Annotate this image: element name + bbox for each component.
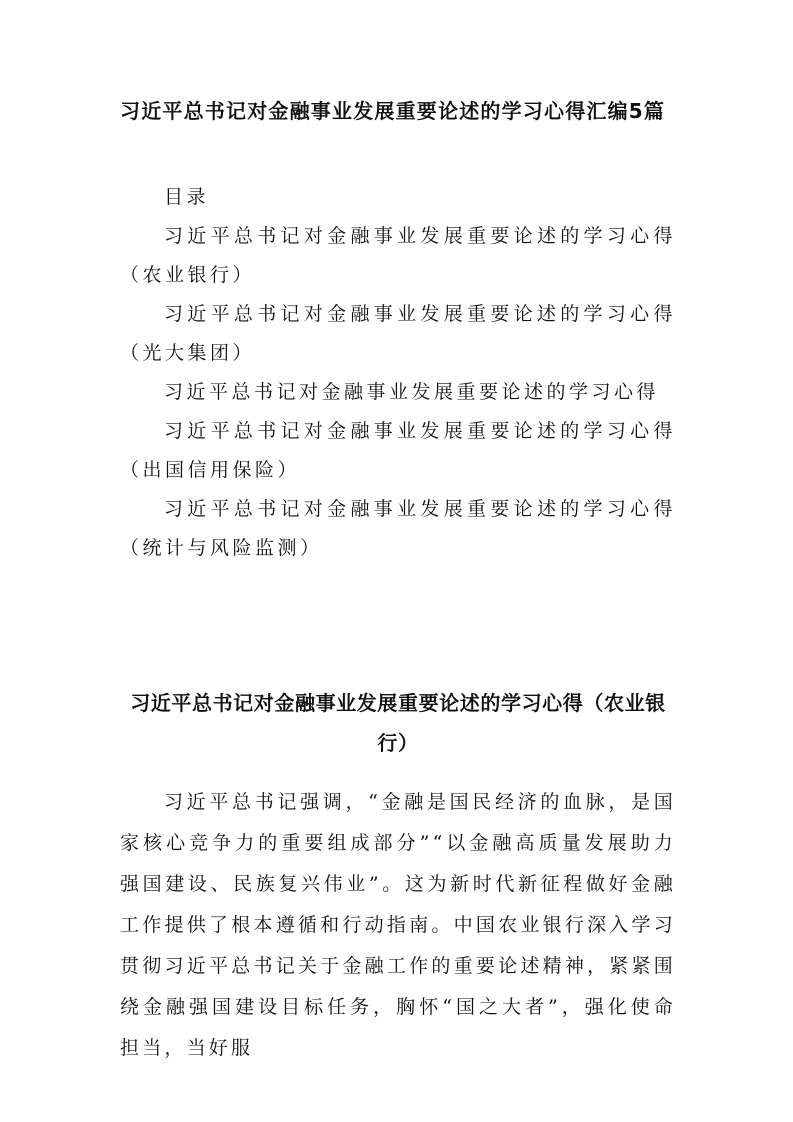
toc-item: 习近平总书记对金融事业发展重要论述的学习心得（出国信用保险） xyxy=(120,420,676,481)
toc-heading: 目录 xyxy=(164,186,210,208)
section-title: 习近平总书记对金融事业发展重要论述的学习心得（农业银行） xyxy=(130,691,666,755)
toc-item: 习近平总书记对金融事业发展重要论述的学习心得（光大集团） xyxy=(120,303,676,364)
document-title: 习近平总书记对金融事业发展重要论述的学习心得汇编5篇 xyxy=(120,99,666,123)
table-of-contents xyxy=(120,178,676,568)
toc-item: 习近平总书记对金融事业发展重要论述的学习心得 xyxy=(164,381,660,403)
toc-item: 习近平总书记对金融事业发展重要论述的学习心得（农业银行） xyxy=(120,225,676,286)
toc-item: 习近平总书记对金融事业发展重要论述的学习心得（统计与风险监测） xyxy=(120,498,676,559)
section-body xyxy=(120,782,676,1069)
body-paragraph: 习近平总书记强调，“金融是国民经济的血脉，是国家核心竞争力的重要组成部分”“以金融高质量发展助力强国建设、民族复兴伟业”。这为新时代新征程做好金融工作提供了根本遵循和行动指南。中国农业银行深入学习贯彻习近平总书记关于金融工作的重要论述精神，紧紧围绕金融强国建设目标任务，胸怀“国之大者”，强化使命担当，当好服 xyxy=(120,791,676,1059)
